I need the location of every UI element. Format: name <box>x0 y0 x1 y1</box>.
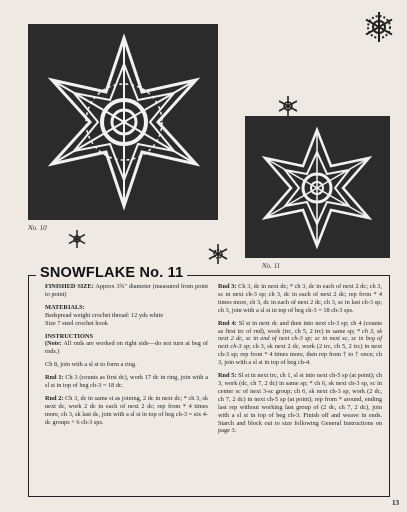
round-label: Rnd 4: <box>218 319 237 327</box>
finished-size-label: FINISHED SIZE: <box>45 283 94 290</box>
materials <box>45 304 208 328</box>
snowflake-ornament-icon <box>66 229 88 249</box>
round-text: Ch 3, dc in same st as joining, 2 dc in next dc; * ch 3, sk next dc, work 2 dc in each of next 2 dc; rep from * 4 times more, ch 3, sk last dc, join with a sl st in top of beg ch-3 = six 4-dc groups + 6 ch-3 sps. <box>45 394 209 426</box>
page-number: 13 <box>392 499 399 507</box>
round-text: Ch 3 (counts as first dc), work 17 dc in ring, join with a sl st in top of beg ch-3 = 18 dc. <box>45 374 209 390</box>
note-label: (Note: <box>45 340 62 348</box>
round-5 <box>218 372 382 435</box>
materials-thread: Bedspread weight crochet thread: 12 yds white <box>45 311 164 319</box>
round-2 <box>45 395 208 427</box>
round-text-italic: * ch 3, sk next 2 dc, sc in end of next ch-3 sp; sc in next sc, sc in beg of next ch-3 sp <box>218 327 383 351</box>
chain-start: Ch 8, join with a sl st to form a ring. <box>45 361 137 369</box>
pattern-column-left <box>45 283 208 432</box>
round-text: Sl st in next dc and then into next ch-3 sp; ch 4 (counts as first trc of rnd), work (trc, ch 5, 2 trc) in same sp; <box>218 319 383 335</box>
photo-caption-no-10: No. 10 <box>28 224 47 232</box>
pattern-column-right <box>218 283 382 440</box>
round-label: Rnd 3: <box>218 283 237 290</box>
note-text: All rnds are worked on right side—do not turn at beg of rnds.) <box>45 340 208 356</box>
snowflake-10-image <box>28 24 218 220</box>
round-3 <box>218 283 382 315</box>
finished-size <box>45 283 208 299</box>
round-text: Sl st in next trc, ch 1, sl st into next ch-5 sp (at point); ch 3, work (dc, ch 7, 2 dc) in same sp; * ch 6, sk next ch-3 sp, sc in center sc of next 3-sc group; ch 6, sk next ch-3 sp, work (2 dc, ch 7, 2 dc) in next ch-5 sp (at point); rep from * around, ending last rep without working last group of (2 dc, ch 7, 2 dc), join with a sl st in top of beg ch-3. Finish off and weave in ends. Starch and block out to size following General Instructions on page 3. <box>218 372 383 435</box>
instructions-heading: INSTRUCTIONS <box>45 332 93 340</box>
round-text: Ch 3, dc in next dc; * ch 3, dc in each of next 2 dc; ch 3, sc in next ch-3 sp; ch 3, dc in each of next 2 dc; rep from * 4 times more, ch 3, dc in each of next 2 dc, ch 3, sc in last ch-3 sp; ch 3, join with a sl st in top of beg ch-3 = 18 ch-3 sps. <box>218 283 382 314</box>
snowflake-ornament-icon <box>276 95 300 117</box>
photo-snowflake-10 <box>28 24 218 220</box>
round-4 <box>218 320 382 367</box>
instructions <box>45 333 208 357</box>
round-text: ; ch 3, sk next 2 dc, work (2 trc, ch 5, 2 trc) in next ch-3 sp; rep from * 4 times more, then rep from † to † once; ch 3, join with a sl st in top of beg ch-4. <box>218 343 382 367</box>
photo-snowflake-11 <box>245 116 390 258</box>
photo-caption-no-11: No. 11 <box>262 262 281 270</box>
snowflake-ornament-icon <box>206 243 230 265</box>
snowflake-11-image <box>245 116 390 258</box>
round-label: Rnd 1: <box>45 374 64 382</box>
snowflake-ornament-icon <box>362 10 396 44</box>
pattern-title: SNOWFLAKE No. 11 <box>36 265 187 281</box>
round-label: Rnd 2: <box>45 394 64 402</box>
round-1 <box>45 374 208 390</box>
finished-size-text: Approx 3¾" diameter (measured from point to point) <box>45 283 208 298</box>
materials-hook: Size 7 steel crochet hook <box>45 319 108 327</box>
materials-heading: MATERIALS: <box>45 303 85 311</box>
round-label: Rnd 5: <box>218 372 237 380</box>
